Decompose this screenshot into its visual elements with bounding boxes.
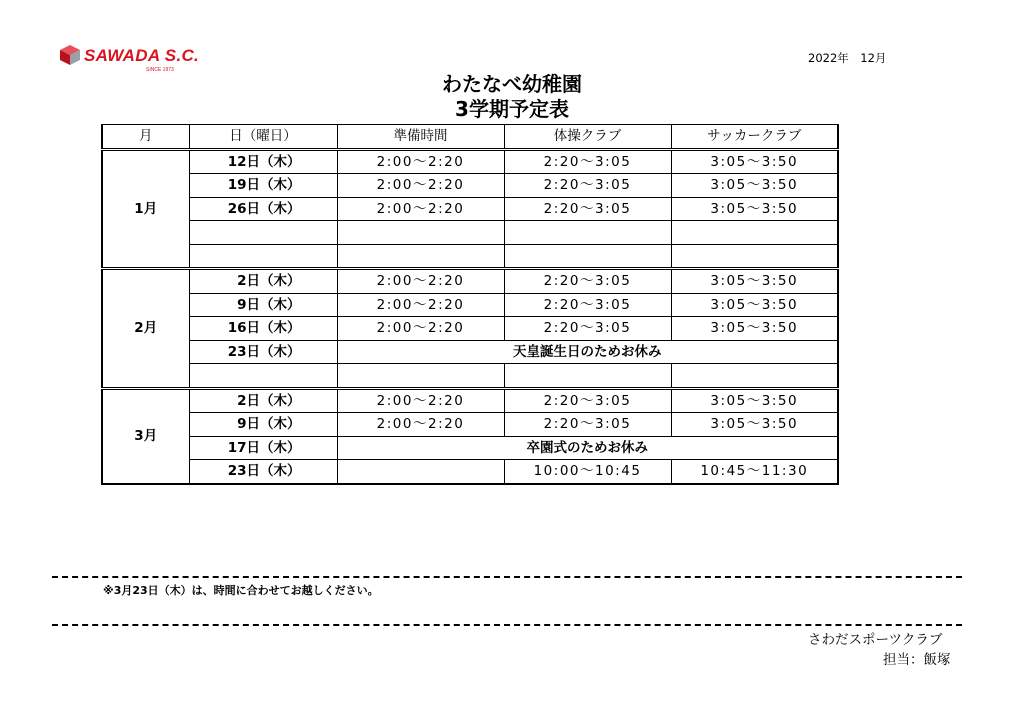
table-row <box>102 221 838 245</box>
gym-cell: 2:20〜3:05 <box>504 174 671 198</box>
gym-cell: 2:20〜3:05 <box>504 269 671 294</box>
gym-cell: 2:20〜3:05 <box>504 293 671 317</box>
gym-cell <box>504 221 671 245</box>
table-row <box>102 364 838 389</box>
gym-cell: 2:20〜3:05 <box>504 197 671 221</box>
prep-cell <box>337 364 504 389</box>
staff-name: 担当：飯塚 <box>883 652 951 668</box>
header-soccer: サッカークラブ <box>671 125 838 150</box>
month-cell: 2月 <box>102 269 189 389</box>
table-row <box>102 174 838 198</box>
page-subtitle: 3学期予定表 <box>455 97 569 121</box>
header-gym: 体操クラブ <box>504 125 671 150</box>
day-cell <box>189 244 337 269</box>
soccer-cell: 3:05〜3:50 <box>671 293 838 317</box>
prep-cell: 2:00〜2:20 <box>337 317 504 341</box>
table-row <box>102 293 838 317</box>
header-month: 月 <box>102 125 189 150</box>
day-cell: 17日（木） <box>189 436 337 460</box>
day-cell: 23日（木） <box>189 460 337 484</box>
day-cell: 26日（木） <box>189 197 337 221</box>
prep-cell: 2:00〜2:20 <box>337 413 504 437</box>
soccer-cell: 3:05〜3:50 <box>671 413 838 437</box>
day-cell: 16日（木） <box>189 317 337 341</box>
table-row <box>102 269 838 294</box>
logo-since: SINCE 1973 <box>146 67 174 73</box>
day-cell: 9日（木） <box>189 413 337 437</box>
table-row <box>102 197 838 221</box>
table-row <box>102 244 838 269</box>
prep-cell: 2:00〜2:20 <box>337 293 504 317</box>
header-day: 日（曜日） <box>189 125 337 150</box>
gym-cell: 2:20〜3:05 <box>504 413 671 437</box>
month-cell: 1月 <box>102 149 189 269</box>
dashed-divider-bottom <box>52 624 962 626</box>
table-row <box>102 413 838 437</box>
dashed-divider-top <box>52 576 962 578</box>
gym-cell: 2:20〜3:05 <box>504 388 671 413</box>
prep-cell: 2:00〜2:20 <box>337 197 504 221</box>
gym-cell: 2:20〜3:05 <box>504 149 671 174</box>
logo-text: SAWADA S.C. <box>84 46 200 65</box>
month-cell: 3月 <box>102 388 189 484</box>
prep-cell: 2:00〜2:20 <box>337 388 504 413</box>
logo-cube-icon <box>58 44 82 66</box>
soccer-cell: 3:05〜3:50 <box>671 149 838 174</box>
day-cell: 23日（木） <box>189 340 337 364</box>
table-row <box>102 388 838 413</box>
day-cell: 9日（木） <box>189 293 337 317</box>
soccer-cell: 10:45〜11:30 <box>671 460 838 484</box>
soccer-cell: 3:05〜3:50 <box>671 197 838 221</box>
prep-cell <box>337 460 504 484</box>
gym-cell: 2:20〜3:05 <box>504 317 671 341</box>
day-cell: 2日（木） <box>189 269 337 294</box>
day-cell: 2日（木） <box>189 388 337 413</box>
table-row <box>102 436 838 460</box>
soccer-cell: 3:05〜3:50 <box>671 317 838 341</box>
holiday-note: 天皇誕生日のためお休み <box>337 340 838 364</box>
day-cell: 19日（木） <box>189 174 337 198</box>
table-row <box>102 317 838 341</box>
holiday-note: 卒園式のためお休み <box>337 436 838 460</box>
gym-cell <box>504 364 671 389</box>
soccer-cell <box>671 221 838 245</box>
table-header-row <box>102 125 838 150</box>
prep-cell <box>337 221 504 245</box>
footnote: ※3月23日（木）は、時間に合わせてお越しください。 <box>103 584 379 597</box>
prep-cell: 2:00〜2:20 <box>337 174 504 198</box>
soccer-cell: 3:05〜3:50 <box>671 269 838 294</box>
page-title: わたなべ幼稚園 <box>442 72 582 96</box>
issue-date: 2022年 12月 <box>808 51 887 65</box>
table-row <box>102 460 838 484</box>
club-name: さわだスポーツクラブ <box>808 632 943 648</box>
gym-cell: 10:00〜10:45 <box>504 460 671 484</box>
soccer-cell: 3:05〜3:50 <box>671 388 838 413</box>
soccer-cell <box>671 364 838 389</box>
gym-cell <box>504 244 671 269</box>
table-row <box>102 340 838 364</box>
prep-cell: 2:00〜2:20 <box>337 149 504 174</box>
soccer-cell: 3:05〜3:50 <box>671 174 838 198</box>
schedule-table <box>101 124 839 485</box>
prep-cell: 2:00〜2:20 <box>337 269 504 294</box>
header-prep: 準備時間 <box>337 125 504 150</box>
prep-cell <box>337 244 504 269</box>
day-cell: 12日（木） <box>189 149 337 174</box>
day-cell <box>189 364 337 389</box>
table-row <box>102 149 838 174</box>
soccer-cell <box>671 244 838 269</box>
day-cell <box>189 221 337 245</box>
